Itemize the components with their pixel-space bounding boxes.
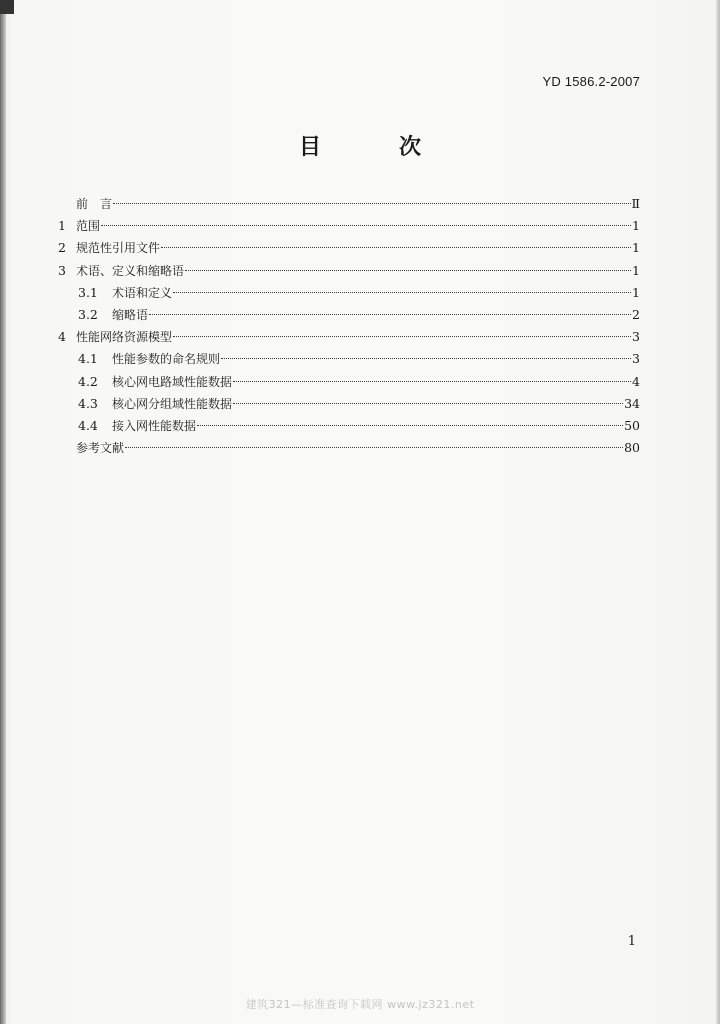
entry-label: 术语和定义 bbox=[112, 285, 173, 300]
dot-leader bbox=[125, 433, 623, 448]
dot-leader bbox=[221, 344, 631, 359]
toc-entry-bibliography[interactable] bbox=[58, 437, 640, 459]
toc-title: 目 次 bbox=[298, 135, 449, 160]
entry-page: 50 bbox=[624, 417, 640, 433]
dot-leader bbox=[149, 300, 631, 315]
document-code: YD 1586.2-2007 bbox=[542, 74, 640, 89]
entry-number: 3.2 bbox=[78, 306, 98, 322]
entry-label: 性能网络资源模型 bbox=[76, 330, 173, 345]
entry-page: 3 bbox=[632, 329, 640, 345]
entry-page: 80 bbox=[624, 440, 640, 456]
entry-label: 前 言 bbox=[76, 197, 113, 211]
dot-leader bbox=[233, 389, 623, 404]
entry-number: 4.4 bbox=[78, 417, 98, 433]
entry-number: 2 bbox=[58, 240, 66, 256]
entry-page: 4 bbox=[632, 373, 640, 389]
entry-label: 术语、定义和缩略语 bbox=[76, 263, 185, 278]
entry-label: 范围 bbox=[76, 219, 101, 234]
entry-number: 1 bbox=[58, 218, 66, 234]
entry-label: 参考文献 bbox=[76, 441, 125, 456]
entry-page: Ⅱ bbox=[631, 196, 640, 211]
entry-page: 34 bbox=[624, 395, 640, 411]
entry-number: 4.1 bbox=[78, 351, 98, 367]
dot-leader bbox=[185, 256, 631, 271]
scan-edge-corner bbox=[0, 0, 14, 14]
entry-number: 3.1 bbox=[78, 284, 98, 300]
entry-number: 3 bbox=[58, 262, 66, 278]
entry-number: 4.2 bbox=[78, 373, 98, 389]
entry-page: 2 bbox=[632, 306, 640, 322]
entry-label: 核心网分组域性能数据 bbox=[112, 396, 233, 411]
dot-leader bbox=[113, 189, 630, 204]
dot-leader bbox=[233, 367, 631, 382]
dot-leader bbox=[101, 211, 631, 226]
entry-page: 1 bbox=[632, 218, 640, 234]
dot-leader bbox=[161, 233, 631, 248]
dot-leader bbox=[173, 278, 631, 293]
dot-leader bbox=[173, 322, 631, 337]
entry-label: 缩略语 bbox=[112, 307, 149, 322]
dot-leader bbox=[197, 411, 623, 426]
entry-page: 1 bbox=[632, 262, 640, 278]
entry-number: 4 bbox=[58, 329, 66, 345]
entry-page: 1 bbox=[632, 240, 640, 256]
entry-page: 3 bbox=[632, 351, 640, 367]
watermark: 建筑321—标准查询下载网 www.jz321.net bbox=[245, 998, 475, 1011]
entry-label: 性能参数的命名规则 bbox=[112, 352, 221, 367]
entry-label: 接入网性能数据 bbox=[112, 418, 197, 433]
entry-label: 规范性引用文件 bbox=[76, 241, 161, 256]
entry-number: 4.3 bbox=[78, 395, 98, 411]
entry-label: 核心网电路域性能数据 bbox=[112, 374, 233, 389]
table-of-contents bbox=[58, 193, 640, 459]
page-number: 1 bbox=[627, 934, 636, 949]
entry-page: 1 bbox=[632, 284, 640, 300]
